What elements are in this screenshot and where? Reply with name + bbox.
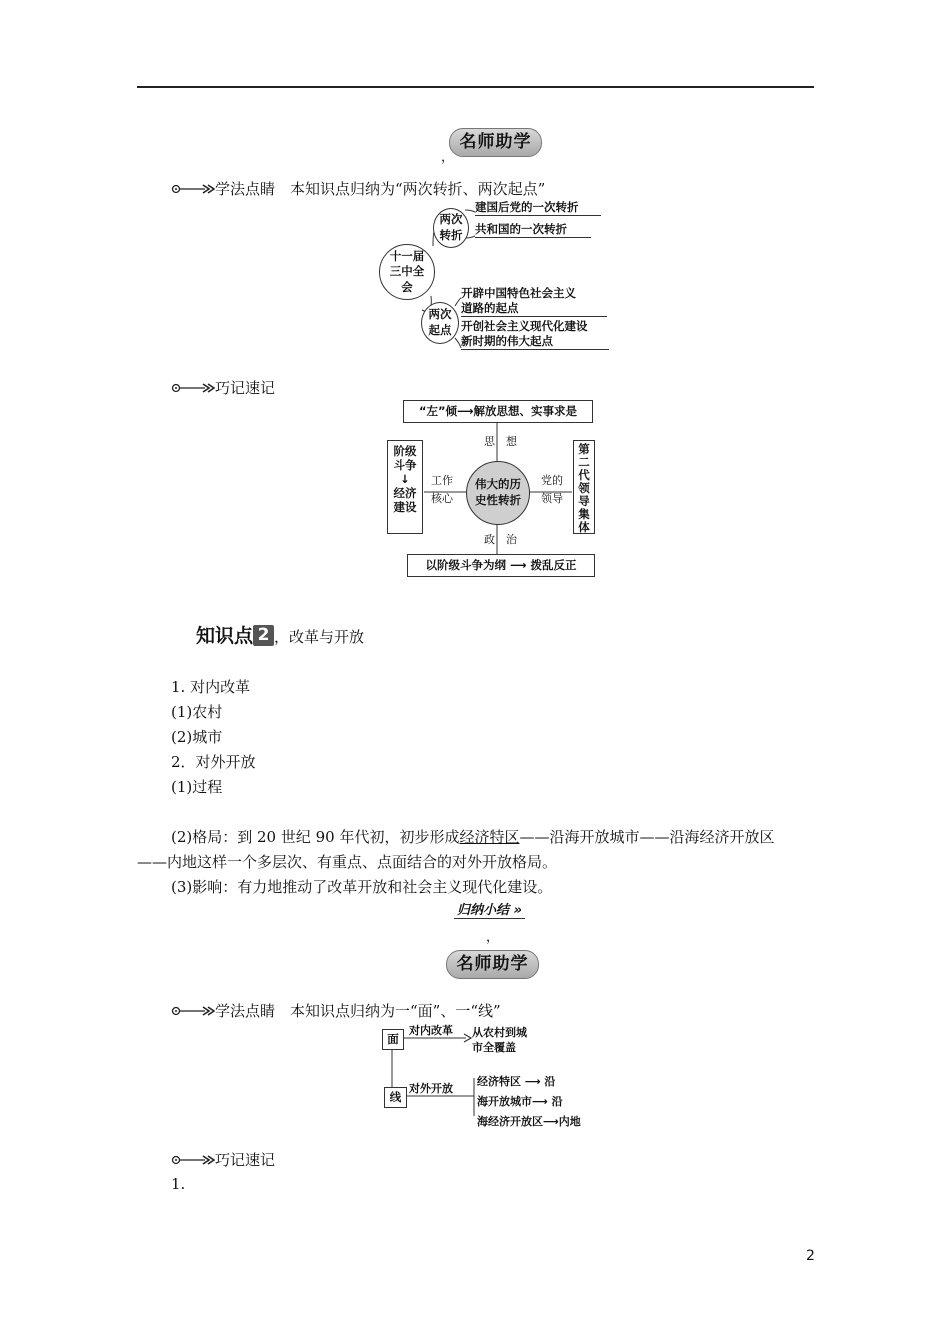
body-line: 1. 对内改革 [171,678,251,696]
page-number: 2 [806,1248,815,1264]
center-circle [466,461,530,525]
starting-item-line: 道路的起点 [461,301,607,317]
mindmap-turning-points [375,198,615,358]
body-line: (1)农村 [171,703,223,721]
down-arrow-icon: ↓ [400,472,410,486]
method-heading [171,178,545,199]
list-item-number: 1. [171,1175,186,1193]
left-box [387,440,423,534]
open-up-label: 对外开放 [409,1082,453,1095]
starting-item-line: 开辟中国特色社会主义 [461,286,576,300]
label-thought: 思 想 [484,435,517,448]
memory-heading [171,377,275,398]
turning-item: 建国后党的一次转折 [475,200,601,216]
knowledge-point-title: 知识点 [196,625,254,647]
memory-heading [171,1149,275,1170]
method-heading-text: 学法点睛 本知识点归纳为一“面”、一“线” [215,1002,501,1020]
section-banner: 名师助学 [446,950,539,979]
inner-reform-label: 对内改革 [409,1024,453,1037]
center-node-label: 十一届三中全会 [389,248,425,294]
arrow-marker-icon [171,183,215,195]
top-box: “左”倾⟶解放思想、实事求是 [403,400,593,423]
label-party-leadership: 党的 领导 [541,474,563,505]
arrow-marker-icon [171,382,215,394]
starting-item-line: 新时期的伟大起点 [461,334,609,350]
branch-turning-label: 两次转折 [439,212,463,242]
right-box: 第二代领导集体 [573,440,595,534]
knowledge-point-subtitle: ，改革与开放 [274,628,365,646]
mian-box: 面 [382,1029,404,1050]
left-box-line: 建设 [393,500,417,514]
comma: ， [441,150,455,165]
inner-reform-target: 从农村到城 市全覆盖 [472,1026,527,1054]
memory-heading-text: 巧记速记 [215,1151,276,1169]
paragraph-pattern: (2)格局：到 20 世纪 90 年代初，初步形成经济特区——沿海开放城市——沿海经济开放区 [171,828,775,846]
summary-tag: 归纳小结 » [454,899,525,919]
knowledge-point-heading [196,621,364,648]
memory-heading-text: 巧记速记 [215,379,276,397]
paragraph-impact: (3)影响：有力地推动了改革开放和社会主义现代化建设。 [171,878,553,896]
turning-item: 共和国的一次转折 [475,222,591,238]
center-circle-text: 伟大的历 史性转折 [475,477,521,507]
section-banner: 名师助学 [449,128,542,157]
left-box-line: 阶级 [393,444,417,458]
arrow-marker-icon [171,1154,215,1166]
bottom-box: 以阶级斗争为纲 ⟶ 拨乱反正 [407,554,595,577]
left-box-line: 斗争 [393,458,417,472]
branch-node-turning [433,208,469,248]
paragraph-pattern-cont: ——内地这样一个多层次、有重点、点面结合的对外开放格局。 [137,853,558,871]
method-heading [171,1000,501,1021]
label-work-core: 工作 核心 [431,474,453,505]
body-line: (2)城市 [171,728,223,746]
method-heading-text: 学法点睛 本知识点归纳为“两次转折、两次起点” [215,180,546,198]
starting-item [461,319,609,350]
header-rule [137,86,814,88]
center-node [379,244,435,300]
knowledge-point-number: 2 [253,625,274,646]
label-politics: 政 治 [484,533,517,546]
comma: ， [486,930,500,945]
branch-starting-label: 两次起点 [428,307,452,337]
arrow-marker-icon [171,1005,215,1017]
double-arrow-icon: » [513,903,522,918]
starting-item-line: 开创社会主义现代化建设 [461,319,588,333]
branch-node-starting [421,302,459,344]
left-box-line: 经济 [393,486,417,500]
body-line: 2．对外开放 [171,753,256,771]
starting-item [461,286,607,317]
underlined-term: 经济特区 [459,828,520,846]
surface-line-diagram [380,1020,610,1132]
turning-point-diagram [383,400,601,578]
body-line: (1)过程 [171,778,223,796]
xian-box: 线 [384,1087,407,1108]
open-up-sequence: 经济特区 ⟶ 沿 海开放城市⟶ 沿 海经济开放区⟶内地 [477,1075,581,1128]
